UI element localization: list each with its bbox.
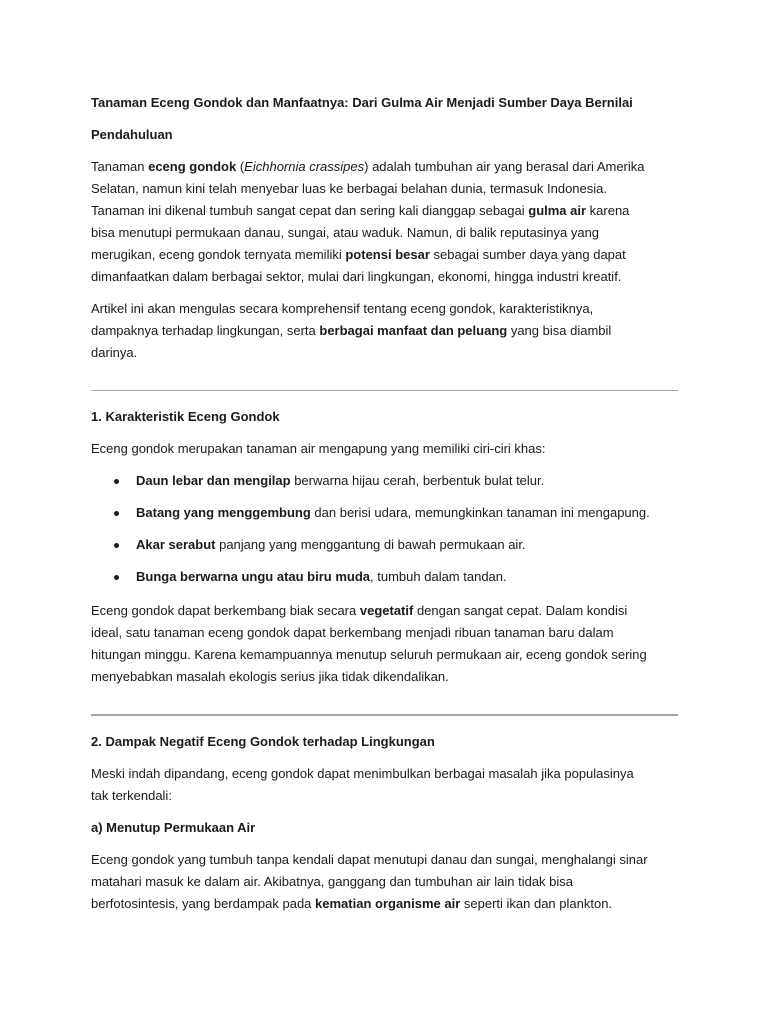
characteristic-text (136, 534, 701, 556)
text-run: dimanfaatkan dalam berbagai sektor, mulai dari lingkungan, ekonomi, hingga industri kreatif. (91, 269, 622, 284)
text-line (91, 266, 701, 288)
section-divider (91, 714, 678, 716)
characteristic-item (91, 534, 701, 556)
characteristic-item (91, 566, 701, 588)
text-line (91, 200, 701, 222)
text-run: dampaknya terhadap lingkungan, serta (91, 323, 320, 338)
text-run: karena (586, 203, 630, 218)
text-line (91, 178, 701, 200)
bold-text: gulma air (528, 203, 587, 218)
intro-paragraph (91, 298, 701, 364)
text-run: bisa menutupi permukaan danau, sungai, atau waduk. Namun, di balik reputasinya yang (91, 225, 600, 240)
section-2-intro (91, 763, 701, 807)
text-line (136, 566, 701, 588)
bold-text: Akar serabut (136, 537, 216, 552)
characteristic-text (136, 470, 701, 492)
document-title: Tanaman Eceng Gondok dan Manfaatnya: Dari Gulma Air Menjadi Sumber Daya Bernilai (91, 95, 633, 110)
bold-text: Batang yang menggembung (136, 505, 311, 520)
text-run: Eceng gondok dapat berkembang biak secara (91, 603, 360, 618)
text-line (91, 244, 701, 266)
text-run: berwarna hijau cerah, berbentuk bulat telur. (290, 473, 545, 488)
bullet-icon (114, 511, 119, 516)
bold-text: eceng gondok (148, 159, 237, 174)
text-line (91, 298, 701, 320)
text-line (91, 342, 701, 364)
text-run: menyebabkan masalah ekologis serius jika tidak dikendalikan. (91, 669, 449, 684)
bold-text: Bunga berwarna ungu atau biru muda (136, 569, 371, 584)
text-run: hitungan minggu. Karena kemampuannya menutup seluruh permukaan air, eceng gondok sering (91, 647, 647, 662)
section-divider (91, 390, 678, 391)
text-run: dan berisi udara, memungkinkan tanaman ini mengapung. (310, 505, 650, 520)
text-line (91, 622, 701, 644)
characteristic-item (91, 502, 701, 524)
text-run: panjang yang menggantung di bawah permukaan air. (215, 537, 526, 552)
text-line (91, 156, 701, 178)
text-line (91, 600, 701, 622)
text-run: merugikan, eceng gondok ternyata memiliki (91, 247, 346, 262)
text-run: sebagai sumber daya yang dapat (429, 247, 626, 262)
text-line (91, 222, 701, 244)
bullet-icon (114, 479, 119, 484)
text-line (91, 871, 701, 893)
text-run: Tanaman (91, 159, 149, 174)
text-line (91, 438, 701, 460)
section-1-heading: 1. Karakteristik Eceng Gondok (91, 409, 280, 424)
characteristics-list (91, 470, 701, 588)
text-line (136, 502, 701, 524)
intro-heading: Pendahuluan (91, 127, 173, 142)
section-1-intro (91, 438, 701, 460)
text-run: dengan sangat cepat. Dalam kondisi (413, 603, 628, 618)
bold-text: berbagai manfaat dan peluang (319, 323, 508, 338)
text-line (91, 893, 701, 915)
text-run: Eceng gondok merupakan tanaman air mengapung yang memiliki ciri-ciri khas: (91, 441, 546, 456)
characteristic-item (91, 470, 701, 492)
text-line (91, 666, 701, 688)
characteristic-text (136, 566, 701, 588)
text-run: Selatan, namun kini telah menyebar luas ke berbagai belahan dunia, termasuk Indonesia. (91, 181, 608, 196)
intro-paragraph (91, 156, 701, 288)
bold-text: Daun lebar dan mengilap (136, 473, 291, 488)
section-2-heading: 2. Dampak Negatif Eceng Gondok terhadap Lingkungan (91, 734, 435, 749)
bullet-icon (114, 575, 119, 580)
text-line (91, 785, 701, 807)
bold-text: vegetatif (359, 603, 414, 618)
text-run: matahari masuk ke dalam air. Akibatnya, ganggang dan tumbuhan air lain tidak bisa (91, 874, 574, 889)
section-1-paragraph (91, 600, 701, 688)
bold-text: kematian organisme air (315, 896, 461, 911)
bold-text: potensi besar (345, 247, 430, 262)
text-run: ( (236, 159, 245, 174)
text-run: Artikel ini akan mengulas secara komprehensif tentang eceng gondok, karakteristiknya, (91, 301, 594, 316)
text-line (91, 320, 701, 342)
characteristic-text (136, 502, 701, 524)
text-run: ideal, satu tanaman eceng gondok dapat berkembang menjadi ribuan tanaman baru dalam (91, 625, 614, 640)
italic-text: Eichhornia crassipes (244, 159, 365, 174)
text-run: Tanaman ini dikenal tumbuh sangat cepat dan sering kali dianggap sebagai (91, 203, 529, 218)
text-line (136, 470, 701, 492)
text-run: darinya. (91, 345, 138, 360)
text-run: , tumbuh dalam tandan. (370, 569, 507, 584)
text-run: Meski indah dipandang, eceng gondok dapat menimbulkan berbagai masalah jika populasinya (91, 766, 634, 781)
text-run: ) adalah tumbuhan air yang berasal dari Amerika (364, 159, 645, 174)
text-line (91, 644, 701, 666)
text-line (91, 849, 701, 871)
text-run: yang bisa diambil (507, 323, 612, 338)
text-run: Eceng gondok yang tumbuh tanpa kendali dapat menutupi danau dan sungai, menghalangi sinar (91, 852, 648, 867)
document-page (91, 92, 701, 925)
text-run: seperti ikan dan plankton. (460, 896, 613, 911)
text-line (136, 534, 701, 556)
subsection-paragraph (91, 849, 701, 915)
subsection-heading: a) Menutup Permukaan Air (91, 820, 256, 835)
text-run: berfotosintesis, yang berdampak pada (91, 896, 316, 911)
text-line (91, 763, 701, 785)
bullet-icon (114, 543, 119, 548)
text-run: tak terkendali: (91, 788, 172, 803)
